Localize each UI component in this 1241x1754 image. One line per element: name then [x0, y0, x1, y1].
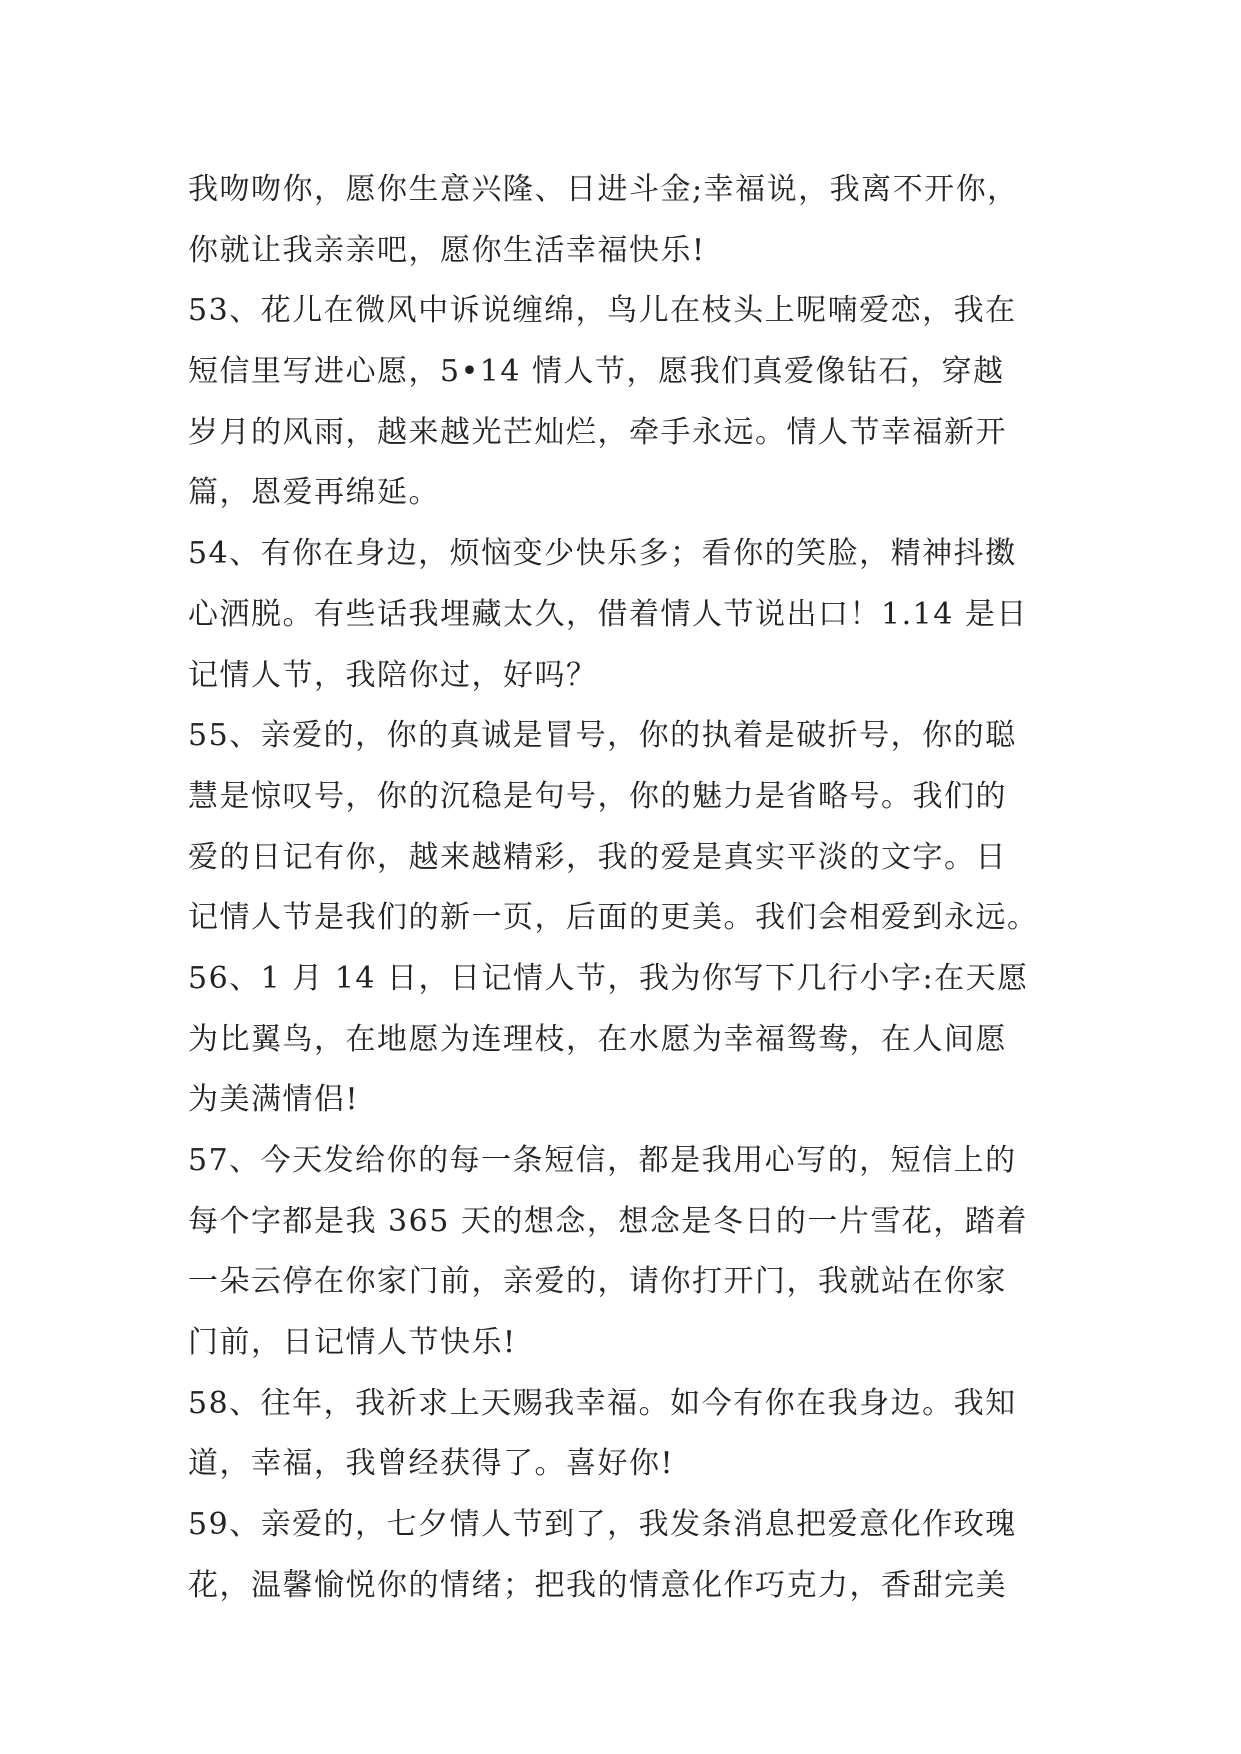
text-line: 记情人节是我们的新一页，后面的更美。我们会相爱到永远。 — [188, 900, 1039, 936]
text-line: 58、往年，我祈求上天赐我幸福。如今有你在我身边。我知 — [188, 1385, 1017, 1421]
text-line: 短信里写进心愿，5•14 情人节，愿我们真爱像钻石，穿越 — [188, 354, 1005, 390]
text-line: 56、1 月 14 日，日记情人节，我为你写下几行小字:在天愿 — [188, 960, 1029, 996]
text-line: 花，温馨愉悦你的情绪；把我的情意化作巧克力，香甜完美 — [188, 1567, 1007, 1603]
document-body — [188, 160, 1088, 1617]
text-line: 为美满情侣! — [188, 1082, 360, 1118]
text-line: 心洒脱。有些话我埋藏太久，借着情人节说出口！1.14 是日 — [188, 596, 1028, 632]
text-line: 59、亲爱的，七夕情人节到了，我发条消息把爱意化作玫瑰 — [188, 1507, 1017, 1543]
text-line: 岁月的风雨，越来越光芒灿烂，牵手永远。情人节幸福新开 — [188, 414, 1007, 450]
text-line: 你就让我亲亲吧，愿你生活幸福快乐! — [188, 232, 706, 268]
text-line: 每个字都是我 365 天的想念，想念是冬日的一片雪花，踏着 — [188, 1203, 1028, 1239]
text-line: 55、亲爱的，你的真诚是冒号，你的执着是破折号，你的聪 — [188, 718, 1017, 754]
text-line: 道，幸福，我曾经获得了。喜好你! — [188, 1446, 675, 1482]
text-line: 爱的日记有你，越来越精彩，我的爱是真实平淡的文字。日 — [188, 839, 1007, 875]
text-line: 篇，恩爱再绵延。 — [188, 475, 440, 511]
text-line: 54、有你在身边，烦恼变少快乐多；看你的笑脸，精神抖擞 — [188, 536, 1017, 572]
text-line: 门前，日记情人节快乐! — [188, 1325, 517, 1361]
text-line: 我吻吻你，愿你生意兴隆、日进斗金;幸福说，我离不开你， — [188, 172, 1019, 207]
text-line: 记情人节，我陪你过，好吗？ — [188, 657, 598, 693]
text-line: 57、今天发给你的每一条短信，都是我用心写的，短信上的 — [188, 1143, 1017, 1178]
text-line: 慧是惊叹号，你的沉稳是句号，你的魅力是省略号。我们的 — [188, 778, 1007, 814]
text-line: 53、花儿在微风中诉说缠绵，鸟儿在枝头上呢喃爱恋，我在 — [188, 293, 1017, 329]
text-line: 一朵云停在你家门前，亲爱的，请你打开门，我就站在你家 — [188, 1264, 1007, 1300]
text-line: 为比翼鸟，在地愿为连理枝，在水愿为幸福鸳鸯，在人间愿 — [188, 1021, 1007, 1057]
